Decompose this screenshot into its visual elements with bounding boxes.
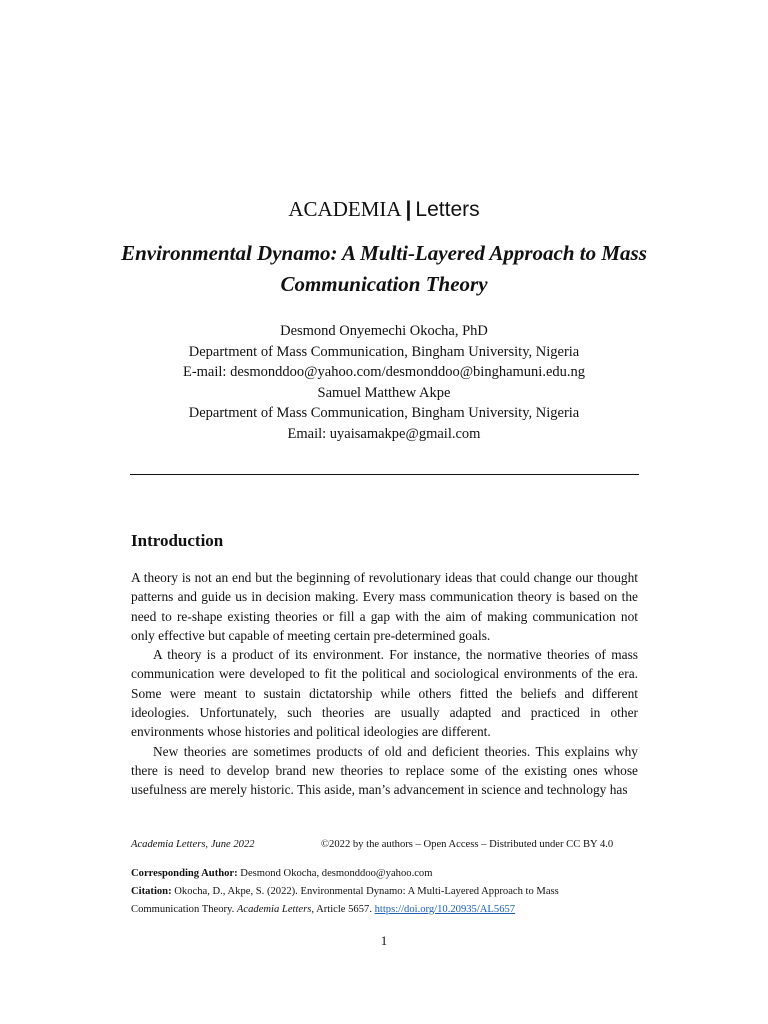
citation-line (131, 883, 638, 901)
paper-title: Environmental Dynamo: A Multi-Layered Approach to Mass Communication Theory (121, 241, 647, 296)
correspondence-block (131, 865, 638, 918)
journal-brand: ACADEMIA (288, 197, 402, 221)
citation-article: Article 5657. (314, 903, 375, 915)
citation-cont: Communication Theory. (131, 903, 237, 915)
header-divider (130, 474, 639, 475)
citation-label: Citation: (131, 885, 172, 897)
author-name: Samuel Matthew Akpe (317, 384, 451, 401)
masthead-separator: | (405, 198, 412, 221)
corresponding-author (131, 865, 638, 883)
corresponding-label: Corresponding Author: (131, 868, 238, 879)
body-text (131, 568, 638, 800)
body-paragraph: New theories are sometimes products of old and deficient theories. This explains why there is need to develop brand new theories to replace some of the existing ones whose usefulness are merely historic. This aside, man’s advancement in science and technology has (131, 743, 638, 798)
citation-journal: Academia Letters, (236, 903, 315, 915)
author-name: Desmond Onyemechi Okocha, PhD (280, 323, 488, 339)
body-paragraph: A theory is not an end but the beginning of revolutionary ideas that could change our thought patterns and guide us in decision making. Every mass communication theory is based on the need to re-shape existing theories or fill a gap with the aim of making communication not only effective but capable of meeting certain pre-determined goals. (131, 570, 638, 643)
footer-license: ©2022 by the authors – Open Access – Distributed under CC BY 4.0 (321, 839, 614, 850)
citation-line-cont (131, 901, 638, 919)
section-heading: Introduction (131, 531, 224, 550)
doi-link[interactable]: https://doi.org/10.20935/AL5657 (374, 903, 516, 915)
author-affiliation: Department of Mass Communication, Bingham University, Nigeria (188, 405, 580, 422)
author-affiliation: Department of Mass Communication, Bingham University, Nigeria (188, 343, 580, 360)
journal-series: Letters (415, 198, 480, 221)
journal-masthead (0, 195, 768, 224)
page-number: 1 (380, 933, 388, 948)
author-email: E-mail: desmonddoo@yahoo.com/desmonddoo@binghamuni.edu.ng (182, 364, 586, 381)
author-email: Email: uyaisamakpe@gmail.com (287, 425, 481, 442)
citation-text: Okocha, D., Akpe, S. (2022). Environmental Dynamo: A Multi-Layered Approach to Mass (171, 885, 559, 897)
footer-journal: Academia Letters, June 2022 (131, 839, 255, 850)
body-paragraph: A theory is a product of its environment. For instance, the normative theories of mass communication were developed to fit the political and sociological environments of the era. Some were meant to sustain dictatorship while others fitted the beliefs and different ideologies. Unfortunately, such theories are usually adapted and practiced in other environments whose histories and political ideologies are different. (131, 647, 638, 740)
corresponding-value: Desmond Okocha, desmonddoo@yahoo.com (237, 868, 433, 879)
author-block (0, 321, 768, 445)
